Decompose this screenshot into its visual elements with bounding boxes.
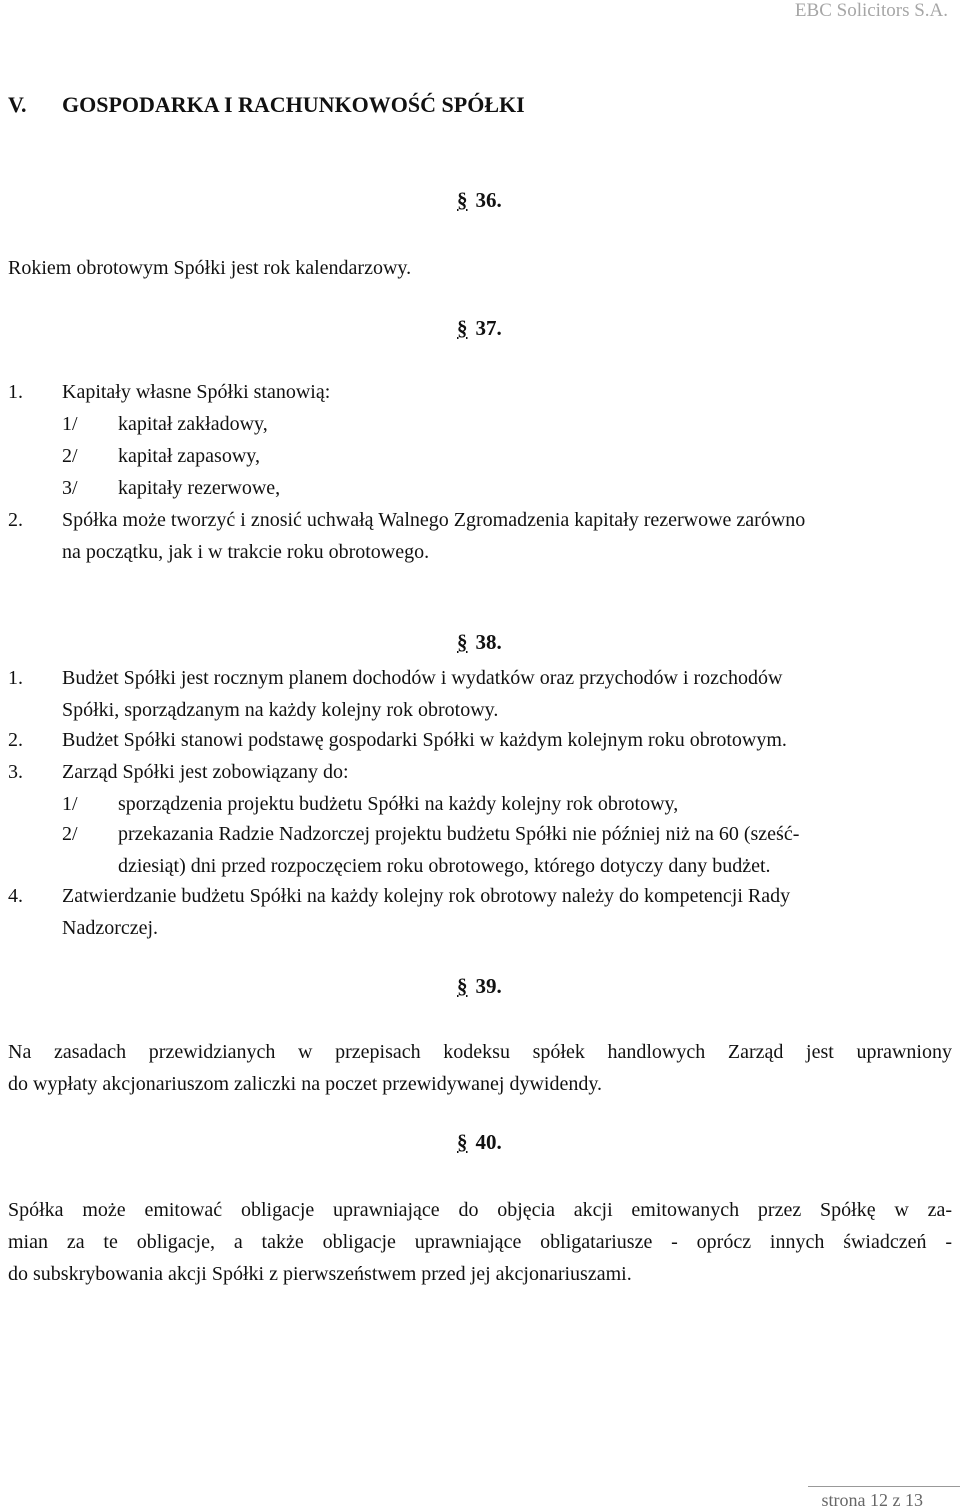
section-number: 39. <box>475 974 502 998</box>
section-38-point-1-cont: Spółki, sporządzanym na każdy kolejny rok obrotowy. <box>62 699 499 721</box>
point-number: 2. <box>8 729 23 751</box>
section-39-line-1: Na zasadach przewidzianych w przepisach kodeksu spółek handlowych Zarząd jest uprawniony <box>8 1041 952 1063</box>
item-text: kapitał zakładowy, <box>118 413 268 435</box>
item-number: 2/ <box>62 445 78 467</box>
point-number: 1. <box>8 667 23 689</box>
section-37-point-1 <box>8 376 330 408</box>
section-36-heading <box>457 188 502 213</box>
item-text: kapitały rezerwowe, <box>118 477 281 499</box>
item-number: 1/ <box>62 413 78 435</box>
point-text: Zarząd Spółki jest zobowiązany do: <box>62 761 349 783</box>
point-number: 4. <box>8 885 23 907</box>
section-40-line-2: mian za te obligacje, a także obligacje uprawniające obligatariusze - oprócz innych świadczeń - <box>8 1231 952 1253</box>
item-text: sporządzenia projektu budżetu Spółki na każdy kolejny rok obrotowy, <box>118 793 679 815</box>
company-header: EBC Solicitors S.A. <box>794 0 948 21</box>
section-sign: § <box>457 974 468 998</box>
page-number: strona 12 z 13 <box>821 1490 923 1510</box>
point-number: 2. <box>8 509 23 531</box>
item-number: 3/ <box>62 477 78 499</box>
section-38-item-2 <box>62 818 952 850</box>
section-37-item-2 <box>62 440 260 472</box>
item-number: 1/ <box>62 793 78 815</box>
item-text: przekazania Radzie Nadzorczej projektu budżetu Spółki nie później niż na 60 (sześć- <box>118 823 800 845</box>
point-text: Spółka może tworzyć i znosić uchwałą Walnego Zgromadzenia kapitały rezerwowe zarówno <box>62 509 806 531</box>
section-38-point-1 <box>8 662 952 694</box>
item-number: 2/ <box>62 823 78 845</box>
section-40-line-1: Spółka może emitować obligacje uprawniające do objęcia akcji emitowanych przez Spółkę w za- <box>8 1199 952 1221</box>
section-number: 38. <box>475 630 502 654</box>
chapter-number: V. <box>8 92 27 117</box>
section-38-point-2 <box>8 724 787 756</box>
section-39-line-2: do wypłaty akcjonariuszom zaliczki na poczet przewidywanej dywidendy. <box>8 1073 603 1095</box>
section-number: 37. <box>475 316 502 340</box>
section-36-text: Rokiem obrotowym Spółki jest rok kalendarzowy. <box>8 257 412 279</box>
section-sign: § <box>457 188 468 212</box>
point-text: Budżet Spółki stanowi podstawę gospodarki Spółki w każdym kolejnym roku obrotowym. <box>62 729 787 751</box>
point-text: Zatwierdzanie budżetu Spółki na każdy kolejny rok obrotowy należy do kompetencji Rady <box>62 885 791 907</box>
section-38-point-4-cont: Nadzorczej. <box>62 917 159 939</box>
chapter-heading <box>8 92 525 118</box>
section-40-heading <box>457 1130 502 1155</box>
section-sign: § <box>457 630 468 654</box>
point-text: Budżet Spółki jest rocznym planem dochodów i wydatków oraz przychodów i rozchodów <box>62 667 783 689</box>
section-40-line-3: do subskrybowania akcji Spółki z pierwszeństwem przed jej akcjonariuszami. <box>8 1263 632 1285</box>
section-38-point-4 <box>8 880 952 912</box>
section-number: 40. <box>475 1130 502 1154</box>
section-38-heading <box>457 630 502 655</box>
point-number: 3. <box>8 761 23 783</box>
section-38-point-3 <box>8 756 349 788</box>
section-sign: § <box>457 316 468 340</box>
section-38-item-1 <box>62 788 678 820</box>
section-37-point-2 <box>8 504 952 536</box>
footer-divider <box>808 1486 960 1487</box>
section-number: 36. <box>475 188 502 212</box>
section-37-heading <box>457 316 502 341</box>
point-text: Kapitały własne Spółki stanowią: <box>62 381 331 403</box>
section-37-item-1 <box>62 408 268 440</box>
section-38-item-2-cont: dziesiąt) dni przed rozpoczęciem roku obrotowego, którego dotyczy dany budżet. <box>118 855 771 877</box>
section-37-point-2-cont: na początku, jak i w trakcie roku obrotowego. <box>62 541 430 563</box>
section-37-item-3 <box>62 472 280 504</box>
section-sign: § <box>457 1130 468 1154</box>
item-text: kapitał zapasowy, <box>118 445 260 467</box>
point-number: 1. <box>8 381 23 403</box>
chapter-title: GOSPODARKA I RACHUNKOWOŚĆ SPÓŁKI <box>62 92 525 117</box>
section-39-heading <box>457 974 502 999</box>
